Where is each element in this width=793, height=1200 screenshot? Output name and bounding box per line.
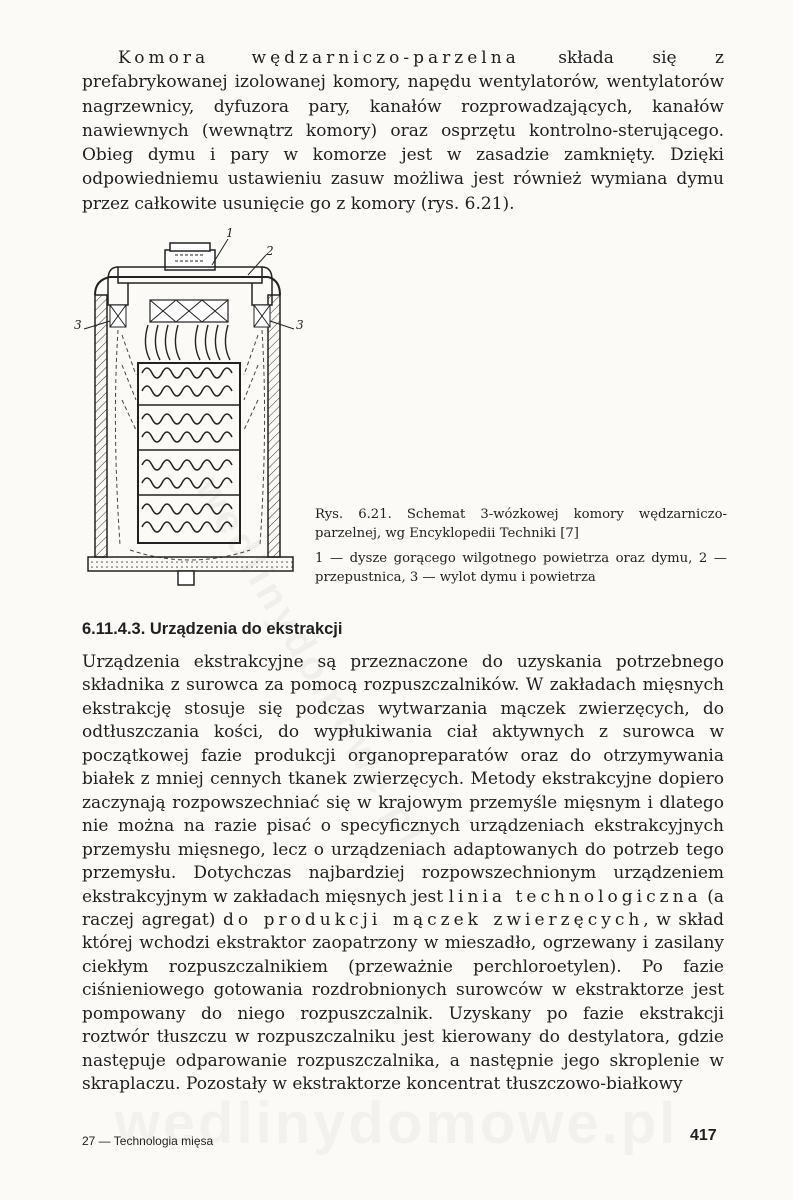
footer-signature: 27 — Technologia mięsa (82, 1134, 214, 1148)
figure-caption (315, 505, 727, 587)
section-heading: 6.11.4.3. Urządzenia do ekstrakcji (82, 620, 343, 638)
label-1: 1 (226, 226, 234, 240)
body-text-2: (a raczej agregat) (82, 886, 724, 930)
label-3-right: 3 (296, 318, 304, 332)
smokehouse-schematic (70, 225, 310, 595)
body-spaced-1: linia technologiczna (448, 886, 702, 907)
body-paragraph (82, 651, 724, 1097)
intro-text: składa się z prefabrykowanej izolowanej komory, napędu wentylatorów, wentylatorów nagrzewnicy, dyfuzora pary, kanałów rozprowadzających, kanałów nawiewnych (wewnątrz komory) oraz osprzętu kontrolno-sterującego. Obieg dymu i pary w komorze jest w zasadzie zamknięty. Dzięki odpowiedniemu ustawieniu zasuw możliwa jest również wymiana dymu przez całkowite usunięcie go z komory (rys. 6.21). (82, 48, 724, 214)
caption-legend: 1 — dysze gorącego wilgotnego powietrza oraz dymu, 2 — przepustnica, 3 — wylot dymu i powietrza (315, 551, 727, 585)
page-number: 417 (690, 1127, 717, 1144)
intro-lead: Komora wędzarniczo-parzelna (118, 48, 520, 68)
intro-paragraph (82, 46, 724, 216)
caption-title: Rys. 6.21. Schemat 3-wózkowej komory wędzarniczo-parzelnej, wg Encyklopedii Techniki [7] (315, 507, 727, 541)
body-text-1: Urządzenia ekstrakcyjne są przeznaczone do uzyskania potrzebnego składnika z surowca za pomocą rozpuszczalników. W zakładach mięsnych ekstrakcję stosuje się podczas wytwarzania mączek zwierzęcych, do odtłuszczania kości, do wypłukiwania ciał aktywnych z surowca w początkowej fazie produkcji organopreparatów oraz do otrzymywania białek z mniej cennych tkanek zwierzęcych. Metody ekstrakcyjne dopiero zaczynają rozpowszechniać się w krajowym przemyśle mięsnym i dlatego nie można na razie pisać o specyficznych urządzeniach ekstrakcyjnych przemysłu mięsnego, lecz o urządzeniach adaptowanych do potrzeb tego przemysłu. Dotychczas najbardziej rozpowszechnionym urządzeniem ekstrakcyjnym w zakładach mięsnych jest (82, 652, 724, 907)
body-spaced-2: do produkcji mączek zwierzęcych (222, 909, 644, 930)
smokehouse-diagram (70, 225, 310, 595)
body-text-3: , w skład której wchodzi ekstraktor zaopatrzony w mieszadło, ogrzewany i zasilany ciekłym rozpuszczalnikiem (przeważnie perchloroetylen). Po fazie ciśnieniowego gotowania rozdrobnionych surowców w ekstraktorze jest pompowany do niego rozpuszczalnik. Uzyskany po fazie ekstrakcji roztwór tłuszczu w rozpuszczalniku jest kierowany do destylatora, gdzie następuje odparowanie rozpuszczalnika, a następnie jego skroplenie w skraplaczu. Pozostały w ekstraktorze koncentrat tłuszczowo-białkowy (82, 909, 724, 1095)
label-3-left: 3 (74, 318, 82, 332)
label-2: 2 (266, 244, 274, 258)
